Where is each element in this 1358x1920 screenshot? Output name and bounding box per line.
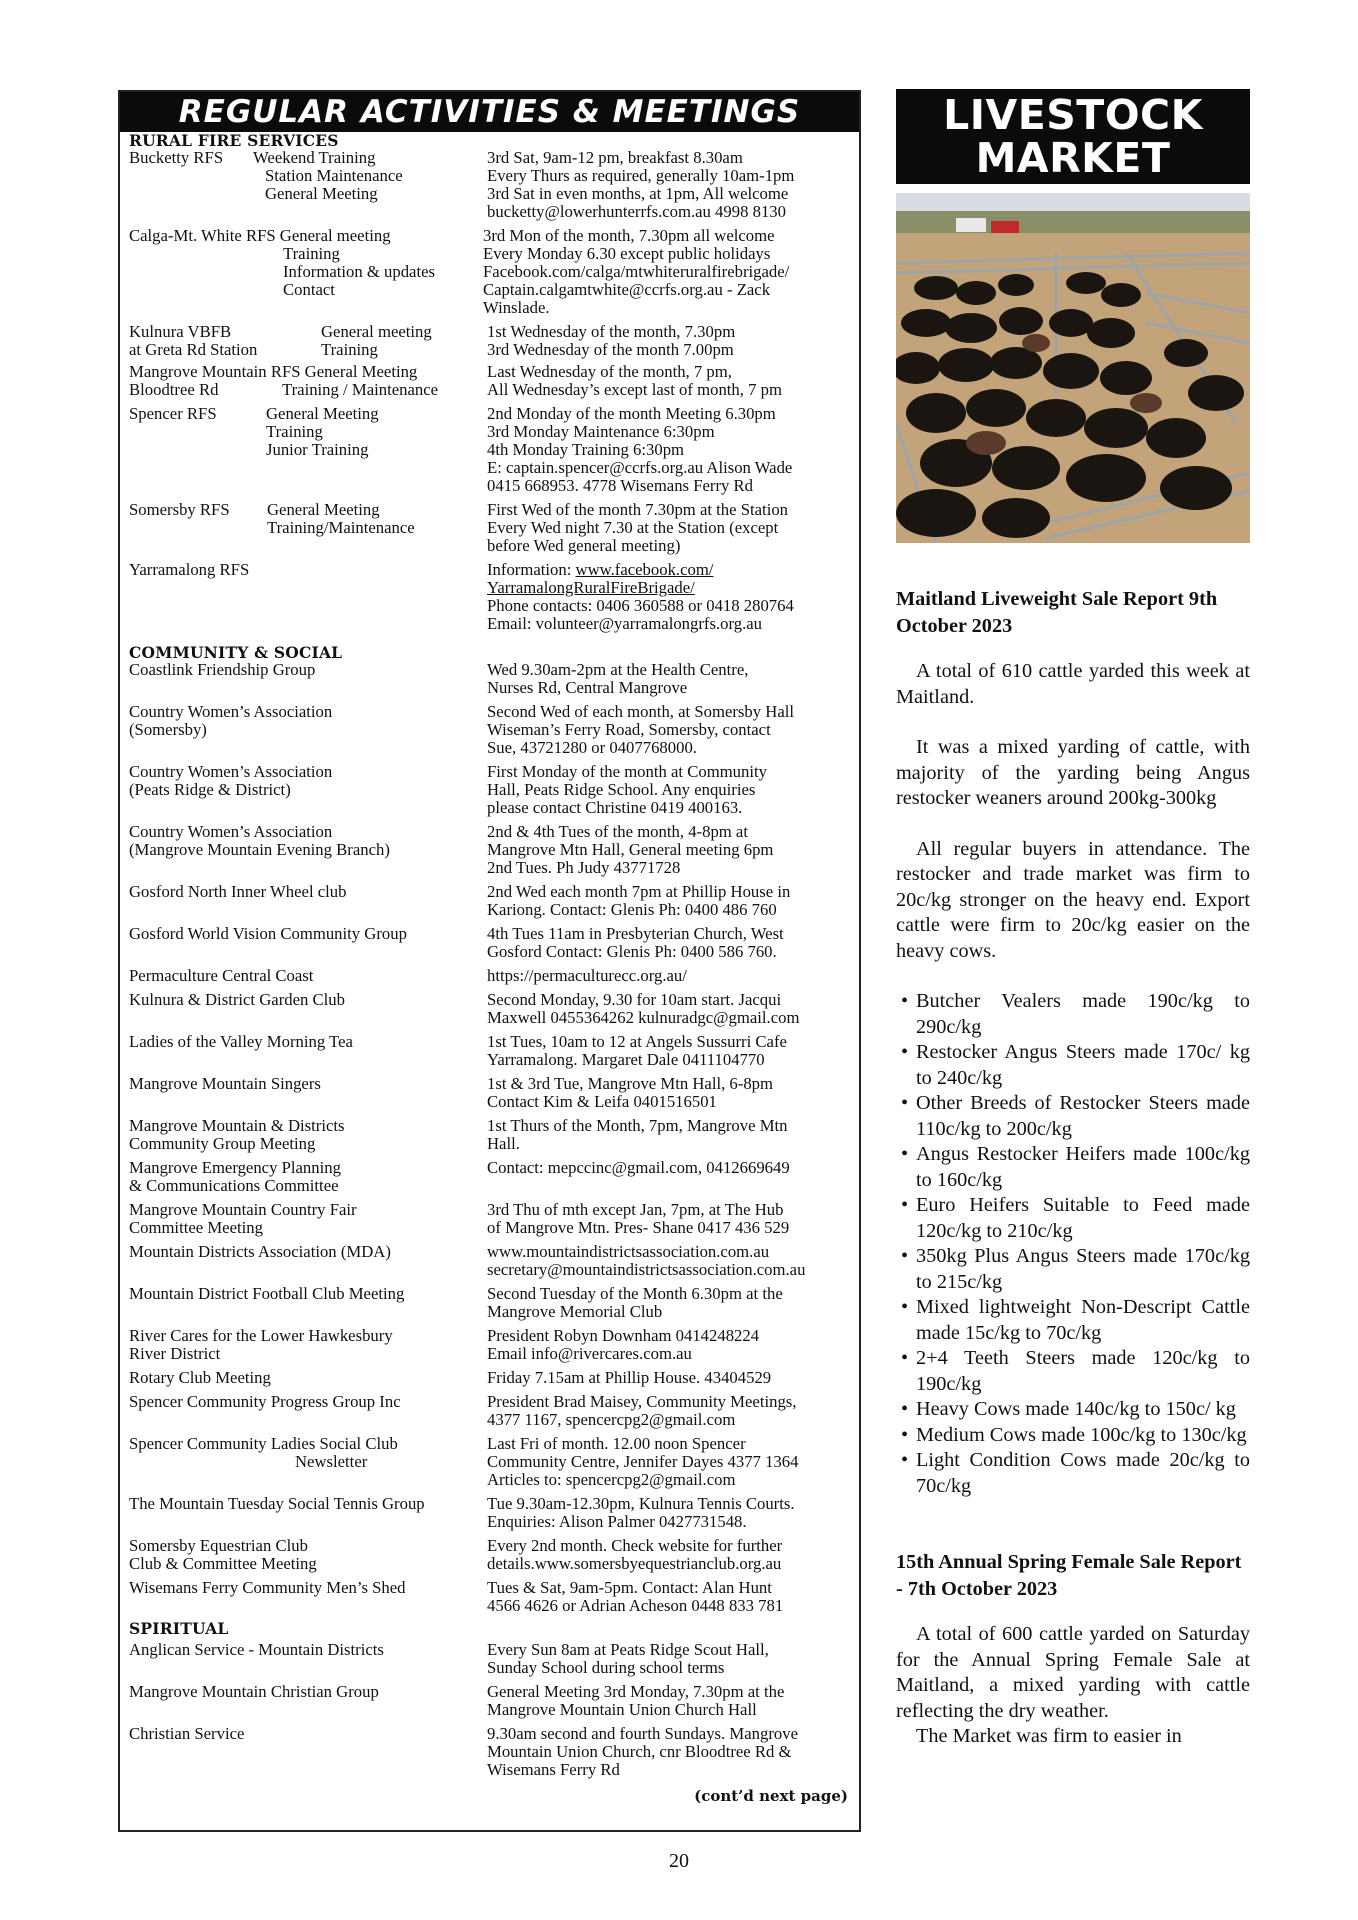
listing-name: Mountain Districts Association (MDA) (129, 1242, 391, 1261)
listing-name: Mangrove Mountain Singers (129, 1074, 321, 1093)
listing-detail: Tue 9.30am-12.30pm, Kulnura Tennis Courts. (487, 1494, 795, 1513)
listing-detail: Tues & Sat, 9am-5pm. Contact: Alan Hunt (487, 1578, 772, 1597)
listing-name: Permaculture Central Coast (129, 966, 314, 985)
listing-detail: 1st Tues, 10am to 12 at Angels Sussurri Cafe (487, 1032, 787, 1051)
price-bullet: • Restocker Angus Steers made 170c/ kg to 240c/kg (896, 1040, 1250, 1091)
listing-detail: Second Monday, 9.30 for 10am start. Jacqui (487, 990, 782, 1009)
article2-p1: A total of 600 cattle yarded on Saturday for the Annual Spring Female Sale at Maitland, a mixed yarding with cattle reflecting the dry weather. (896, 1623, 1250, 1722)
listing-detail: Mountain Union Church, cnr Bloodtree Rd & (487, 1742, 792, 1761)
listing-item (129, 763, 850, 817)
listing-detail: please contact Christine 0419 400163. (487, 798, 743, 817)
listing-detail: Second Wed of each month, at Somersby Hall (487, 702, 794, 721)
listing-item (129, 1641, 850, 1677)
listing-name: Mangrove Mountain Christian Group (129, 1682, 379, 1701)
listing-item (129, 1159, 850, 1195)
listing-name: Coastlink Friendship Group (129, 660, 316, 679)
listing-item (129, 1579, 850, 1615)
listing-name: Country Women’s Association (129, 822, 333, 841)
listing-item (129, 1243, 850, 1279)
listing-spencer-rfs: Spencer RFS General Meeting Training Junior Training 2nd Monday of the month Meeting 6.30pm 3rd Monday Maintenance 6:30pm 4th Monday Training 6:30pm E: captain.spencer@ccrfs.org.au Alison Wade 0415 668953. 4778 Wisemans Ferry Rd (129, 404, 793, 495)
listing-detail: 1st & 3rd Tue, Mangrove Mtn Hall, 6-8pm (487, 1074, 774, 1093)
article1-p2: It was a mixed yarding of cattle, with majority of the yarding being Angus restocker weaners around 200kg-300kg (896, 736, 1250, 809)
listing-detail: Every Sun 8am at Peats Ridge Scout Hall, (487, 1640, 769, 1659)
listing-detail: Kariong. Contact: Glenis Ph: 0400 486 760 (487, 900, 777, 919)
listing-item (129, 1033, 850, 1069)
price-bullet: • Medium Cows made 100c/kg to 130c/kg (896, 1423, 1250, 1449)
listing-detail: 3rd Thu of mth except Jan, 7pm, at The Hub (487, 1200, 784, 1219)
cattle-yard-photo (896, 193, 1250, 543)
activities-box (118, 90, 861, 1832)
spiritual-list (129, 1641, 850, 1779)
price-bullet: • 2+4 Teeth Steers made 120c/kg to 190c/kg (896, 1346, 1250, 1397)
listing-detail: President Brad Maisey, Community Meetings, (487, 1392, 797, 1411)
listing-detail: Wisemans Ferry Rd (487, 1760, 620, 1779)
listing-name: Christian Service (129, 1724, 245, 1743)
price-bullet: • Euro Heifers Suitable to Feed made 120c/kg to 210c/kg (896, 1193, 1250, 1244)
article1-p3: All regular buyers in attendance. The restocker and trade market was firm to 20c/kg stronger on the heavy end. Export cattle were firm to 20c/kg easier on the heavy cows. (896, 837, 1250, 962)
listing-name: Committee Meeting (129, 1218, 263, 1237)
listing-detail: Sunday School during school terms (487, 1658, 725, 1677)
listing-item (129, 1683, 850, 1719)
listing-item (129, 991, 850, 1027)
listing-name: River Cares for the Lower Hawkesbury (129, 1326, 393, 1345)
listing-name: Kulnura & District Garden Club (129, 990, 345, 1009)
listing-name: Gosford North Inner Wheel club (129, 882, 347, 901)
listing-name: (Mangrove Mountain Evening Branch) (129, 840, 390, 859)
listing-detail: Contact: mepccinc@gmail.com, 0412669649 (487, 1158, 790, 1177)
listing-detail: General Meeting 3rd Monday, 7.30pm at the (487, 1682, 785, 1701)
listing-item (129, 1725, 850, 1779)
listing-detail: Hall. (487, 1134, 520, 1153)
listing-item (129, 1369, 850, 1387)
listing-mangrove-rfs: Mangrove Mountain RFS General Meeting Bloodtree Rd Training / Maintenance Last Wednesday of the month, 7 pm, All Wednesday’s except last of month, 7 pm (129, 362, 782, 399)
listing-detail: 2nd Wed each month 7pm at Phillip House in (487, 882, 791, 901)
listing-detail: Community Centre, Jennifer Dayes 4377 1364 (487, 1452, 799, 1471)
listing-item (129, 1435, 850, 1489)
listing-calga: Calga-Mt. White RFS General meeting Training Information & updates Contact 3rd Mon of the month, 7.30pm all welcome Every Monday 6.30 except public holidays Facebook.com/calga/mtwhiteruralfirebrigade/ Captain.calgamtwhite@ccrfs.org.au - Zack Winslade. (129, 226, 790, 317)
listing-name: Gosford World Vision Community Group (129, 924, 407, 943)
listing-detail: Enquiries: Alison Palmer 0427731548. (487, 1512, 747, 1531)
listing-name: Country Women’s Association (129, 762, 333, 781)
listing-item (129, 1327, 850, 1363)
listing-detail: Contact Kim & Leifa 0401516501 (487, 1092, 717, 1111)
article1-title: Maitland Liveweight Sale Report 9th October 2023 (896, 588, 1218, 637)
listing-detail: https://permaculturecc.org.au/ (487, 966, 687, 985)
listing-detail: First Monday of the month at Community (487, 762, 767, 781)
listing-item (129, 823, 850, 877)
page-number: 20 (669, 1850, 689, 1872)
price-bullet: • Mixed lightweight Non-Descript Cattle made 15c/kg to 70c/kg (896, 1295, 1250, 1346)
price-bullet: • 350kg Plus Angus Steers made 170c/kg to 215c/kg (896, 1244, 1250, 1295)
listing-detail: Gosford Contact: Glenis Ph: 0400 586 760. (487, 942, 777, 961)
listing-detail: Sue, 43721280 or 0407768000. (487, 738, 697, 757)
listing-detail: details.www.somersbyequestrianclub.org.au (487, 1554, 782, 1573)
listing-detail: Maxwell 0455364262 kulnuradgc@gmail.com (487, 1008, 800, 1027)
listing-name: Mountain District Football Club Meeting (129, 1284, 405, 1303)
listing-kulnura: Kulnura VBFB General meeting at Greta Rd Station Training 1st Wednesday of the month, 7.30pm 3rd Wednesday of the month 7.00pm (129, 322, 736, 359)
listing-bucketty: Bucketty RFS Weekend Training Station Maintenance General Meeting 3rd Sat, 9am-12 pm, breakfast 8.30am Every Thurs as required, generally 10am-1pm 3rd Sat in even months, at 1pm, All welcome bucketty@lowerhunterrfs.com.au 4998 8130 (129, 148, 795, 221)
price-bullet: • Angus Restocker Heifers made 100c/kg to 160c/kg (896, 1142, 1250, 1193)
listing-name: & Communications Committee (129, 1176, 339, 1195)
article1-p1: A total of 610 cattle yarded this week at Maitland. (896, 660, 1250, 708)
livestock-article (896, 586, 1250, 1750)
listing-name: Rotary Club Meeting (129, 1368, 271, 1387)
listing-detail: Every 2nd month. Check website for further (487, 1536, 783, 1555)
listing-name: Bucketty RFS (129, 148, 224, 167)
activities-header: REGULAR ACTIVITIES & MEETINGS (120, 92, 859, 132)
listing-detail: Wiseman’s Ferry Road, Somersby, contact (487, 720, 771, 739)
listing-detail: Second Tuesday of the Month 6.30pm at the (487, 1284, 783, 1303)
price-bullet: • Butcher Vealers made 190c/kg to 290c/kg (896, 989, 1250, 1040)
listing-name: (Peats Ridge & District) (129, 780, 291, 799)
listing-name: Spencer Community Progress Group Inc (129, 1392, 401, 1411)
listing-item (129, 1537, 850, 1573)
listing-detail: 1st Thurs of the Month, 7pm, Mangrove Mtn (487, 1116, 788, 1135)
listing-detail: Nurses Rd, Central Mangrove (487, 678, 688, 697)
listing-name: River District (129, 1344, 221, 1363)
listing-detail: 9.30am second and fourth Sundays. Mangrove (487, 1724, 798, 1743)
listing-name: Ladies of the Valley Morning Tea (129, 1032, 353, 1051)
listing-detail: Last Fri of month. 12.00 noon Spencer (487, 1434, 746, 1453)
listing-item (129, 1285, 850, 1321)
listing-detail: Articles to: spencercpg2@gmail.com (487, 1470, 736, 1489)
listing-name: Newsletter (295, 1452, 368, 1471)
listing-item (129, 703, 850, 757)
listing-detail: 4th Tues 11am in Presbyterian Church, West (487, 924, 784, 943)
listing-detail: 4377 1167, spencercpg2@gmail.com (487, 1410, 736, 1429)
article2-title: 15th Annual Spring Female Sale Report - 7th October 2023 (896, 1551, 1242, 1600)
listing-name: Somersby Equestrian Club (129, 1536, 308, 1555)
listing-name: Anglican Service - Mountain Districts (129, 1640, 384, 1659)
listing-name: Community Group Meeting (129, 1134, 316, 1153)
listing-detail: www.mountaindistrictsassociation.com.au (487, 1242, 770, 1261)
section-community: COMMUNITY & SOCIAL (129, 643, 343, 662)
price-bullet: • Light Condition Cows made 20c/kg to 70c/kg (896, 1448, 1250, 1499)
listing-detail: Mangrove Mountain Union Church Hall (487, 1700, 757, 1719)
listing-name: Club & Committee Meeting (129, 1554, 317, 1573)
listing-item (129, 1075, 850, 1111)
listing-detail: Wed 9.30am-2pm at the Health Centre, (487, 660, 749, 679)
listing-name: Wisemans Ferry Community Men’s Shed (129, 1578, 406, 1597)
livestock-title: LIVESTOCK MARKET (896, 89, 1250, 184)
listing-somersby-rfs: Somersby RFS General Meeting Training/Maintenance First Wed of the month 7.30pm at the Station Every Wed night 7.30 at the Station (except before Wed general meeting) (129, 500, 789, 555)
listing-detail: 4566 4626 or Adrian Acheson 0448 833 781 (487, 1596, 784, 1615)
section-spiritual: SPIRITUAL (129, 1619, 229, 1638)
facebook-link[interactable]: www.facebook.com/ (575, 560, 714, 579)
listing-item (129, 661, 850, 697)
listing-yarramalong-rfs: Yarramalong RFS Information: www.facebook.com/ YarramalongRuralFireBrigade/ Phone contacts: 0406 360588 or 0418 280764 Email: volunteer@yarramalongrfs.org.au (129, 561, 850, 633)
article2-p2: The Market was firm to easier in (916, 1725, 1182, 1747)
listing-name: Mangrove Mountain & Districts (129, 1116, 345, 1135)
listing-name: Spencer Community Ladies Social Club (129, 1434, 398, 1453)
listing-item (129, 1393, 850, 1429)
listing-item (129, 925, 850, 961)
continued-note: (cont’d next page) (694, 1787, 848, 1805)
section-rural-fire: RURAL FIRE SERVICES (129, 131, 339, 150)
listing-detail: President Robyn Downham 0414248224 (487, 1326, 760, 1345)
price-bullet: • Heavy Cows made 140c/kg to 150c/ kg (896, 1397, 1250, 1423)
listing-detail: 2nd Tues. Ph Judy 43771728 (487, 858, 681, 877)
listing-detail: 2nd & 4th Tues of the month, 4-8pm at (487, 822, 748, 841)
listing-item (129, 883, 850, 919)
listing-detail: secretary@mountaindistrictsassociation.com.au (487, 1260, 806, 1279)
listing-name: Mangrove Mountain Country Fair (129, 1200, 357, 1219)
price-bullet: • Other Breeds of Restocker Steers made 110c/kg to 200c/kg (896, 1091, 1250, 1142)
listing-detail: Mangrove Mtn Hall, General meeting 6pm (487, 840, 774, 859)
community-list (129, 661, 850, 1615)
listing-detail: Friday 7.15am at Phillip House. 43404529 (487, 1368, 772, 1387)
listing-detail: of Mangrove Mtn. Pres- Shane 0417 436 529 (487, 1218, 790, 1237)
listing-item (129, 1201, 850, 1237)
listing-item (129, 1495, 850, 1531)
listing-name: (Somersby) (129, 720, 207, 739)
price-bullets (896, 989, 1250, 1499)
listing-name: The Mountain Tuesday Social Tennis Group (129, 1494, 425, 1513)
listing-detail: Email info@rivercares.com.au (487, 1344, 692, 1363)
activities-body (120, 132, 859, 1805)
listing-item (129, 967, 850, 985)
listing-detail: Yarramalong. Margaret Dale 0411104770 (487, 1050, 765, 1069)
listing-name: Country Women’s Association (129, 702, 333, 721)
listing-name: Mangrove Emergency Planning (129, 1158, 341, 1177)
listing-item (129, 1117, 850, 1153)
facebook-link-cont[interactable]: YarramalongRuralFireBrigade/ (487, 578, 695, 597)
listing-detail: Hall, Peats Ridge School. Any enquiries (487, 780, 756, 799)
listing-detail: Mangrove Memorial Club (487, 1302, 663, 1321)
